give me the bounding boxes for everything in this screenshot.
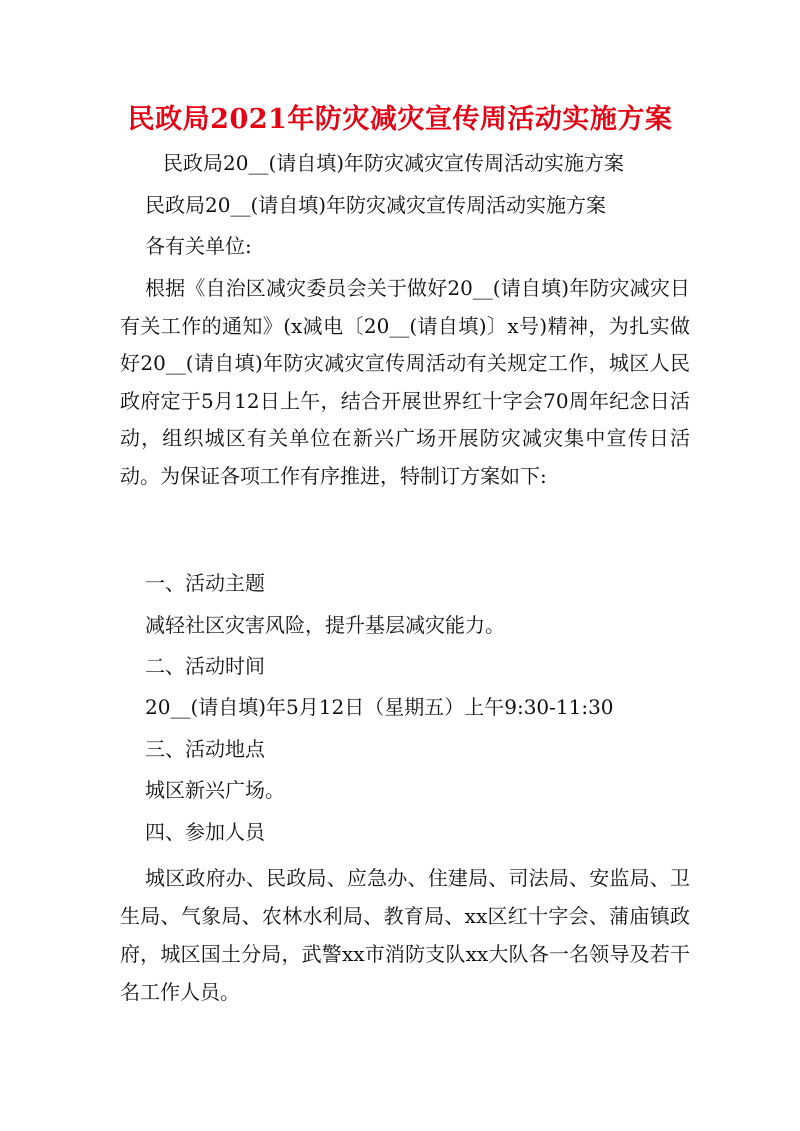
salutation: 各有关单位: [145,234,252,258]
document-title: 民政局2021年防灾减灾宣传周活动实施方案 [127,104,673,135]
section-1-content: 减轻社区灾害风险，提升基层减灾能力。 [145,613,505,637]
intro-paragraph: 根据《自治区减灾委员会关于做好20__(请自填)年防灾减灾日有关工作的通知》(x减电〔20__(请自填)〕x号)精神，为扎实做好20__(请自填)年防灾减灾宣传周活动有关规定工作，城区人民政府定于5月12日上午，结合开展世界红十字会70周年纪念日活动，组织城区有关单位在新兴广场开展防灾减灾集中宣传日活动。为保证各项工作有序推进，特制订方案如下: [120,276,690,488]
intro-paragraph-block [120,270,690,495]
section-1-heading: 一、活动主题 [145,571,265,595]
section-4-content: 城区政府办、民政局、应急办、住建局、司法局、安监局、卫生局、气象局、农林水利局、教育局、xx区红十字会、蒲庙镇政府，城区国土分局，武警xx市消防支队xx大队各一名领导及若干名工作人员。 [120,866,690,1004]
section-2-heading: 二、活动时间 [145,654,265,678]
document-subtitle-repeat: 民政局20__(请自填)年防灾减灾宣传周活动实施方案 [145,193,607,217]
section-2-content: 20__(请自填)年5月12日（星期五）上午9:30-11:30 [145,695,614,719]
document-subtitle: 民政局20__(请自填)年防灾减灾宣传周活动实施方案 [163,151,625,175]
section-4-content-block [120,859,690,1011]
section-4-heading: 四、参加人员 [145,820,265,844]
section-3-heading: 三、活动地点 [145,737,265,761]
section-3-content: 城区新兴广场。 [145,778,285,802]
